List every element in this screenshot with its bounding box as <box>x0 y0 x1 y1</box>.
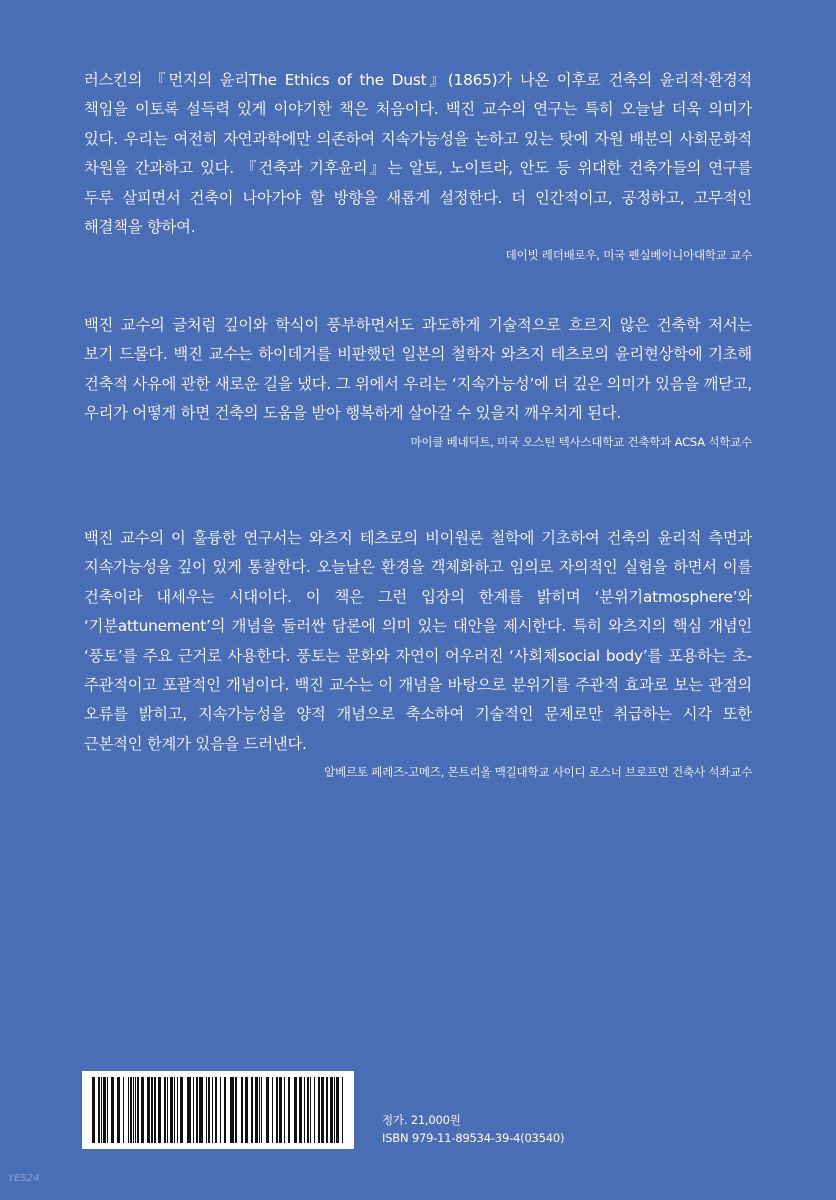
barcode-icon <box>92 1077 344 1143</box>
isbn-barcode <box>82 1071 354 1149</box>
blurb-author: 마이클 베네딕트, 미국 오스틴 텍사스대학교 건축학과 ACSA 석학교수 <box>410 434 752 449</box>
blurb-author: 데이빗 레더배로우, 미국 펜실베이니아대학교 교수 <box>505 248 752 263</box>
price-info <box>382 1111 564 1147</box>
watermark: YES24 <box>8 1173 40 1184</box>
blurb-text: 백진 교수의 이 훌륭한 연구서는 와츠지 테츠로의 비이원론 철학에 기초하여 건축의 윤리적 측면과 지속가능성을 깊이 있게 통찰한다. 오늘날은 환경을 객체화하고 임의로 자의적인 실험을 하면서 이를 건축이라 내세우는 시대이다. 이 책은 그런 입장의 한계를 밝히며 ‘분위기atmosphere’와 ‘기분attunement’의 개념을 둘러싼 담론에 의미 있는 대안을 제시한다. 특히 와츠지의 핵심 개념인 ‘풍토’를 주요 근거로 사용한다. 풍토는 문화와 자연이 어우러진 ‘사회체social body’를 포용하는 초-주관적이고 포괄적인 개념이다. 백진 교수는 이 개념을 바탕으로 분위기를 주관적 효과로 보는 관점의 오류를 밝히고, 지속가능성을 양적 개념으로 축소하여 기술적인 문제로만 취급하는 시각 또한 근본적인 한계가 있음을 드러낸다. <box>84 529 752 753</box>
price-label: 정가. 21,000원 <box>382 1113 461 1127</box>
isbn-label: ISBN 979-11-89534-39-4(03540) <box>382 1131 565 1145</box>
blurb-1 <box>84 66 752 264</box>
blurb-text: 백진 교수의 글처럼 깊이와 학식이 풍부하면서도 과도하게 기술적으로 흐르지 않은 건축학 저서는 보기 드물다. 백진 교수는 하이데거를 비판했던 일본의 철학자 와츠지 테츠로의 윤리현상학에 기초해 건축적 사유에 관한 새로운 길을 냈다. 그 위에서 우리는 ‘지속가능성’에 더 깊은 의미가 있음을 깨닫고, 우리가 어떻게 하면 건축의 도움을 받아 행복하게 살아갈 수 있을지 깨우치게 된다. <box>84 316 752 423</box>
blurb-2 <box>84 311 752 451</box>
blurb-3 <box>84 524 752 781</box>
blurb-text: 러스킨의 『먼지의 윤리The Ethics of the Dust』(1865)가 나온 이후로 건축의 윤리적·환경적 책임을 이토록 설득력 있게 이야기한 책은 처음이다. 백진 교수의 연구는 특히 오늘날 더욱 의미가 있다. 우리는 여전히 자연과학에만 의존하여 지속가능성을 논하고 있는 탓에 자원 배분의 사회문화적 차원을 간과하고 있다. 『건축과 기후윤리』는 알토, 노이트라, 안도 등 위대한 건축가들의 연구를 두루 살피면서 건축이 나아가야 할 방향을 새롭게 설정한다. 더 인간적이고, 공정하고, 고무적인 해결책을 향하여. <box>84 71 752 237</box>
blurb-author: 알베르토 페레즈-고메즈, 몬트리올 맥길대학교 사이디 로스너 브로프먼 건축사 석좌교수 <box>324 765 752 780</box>
